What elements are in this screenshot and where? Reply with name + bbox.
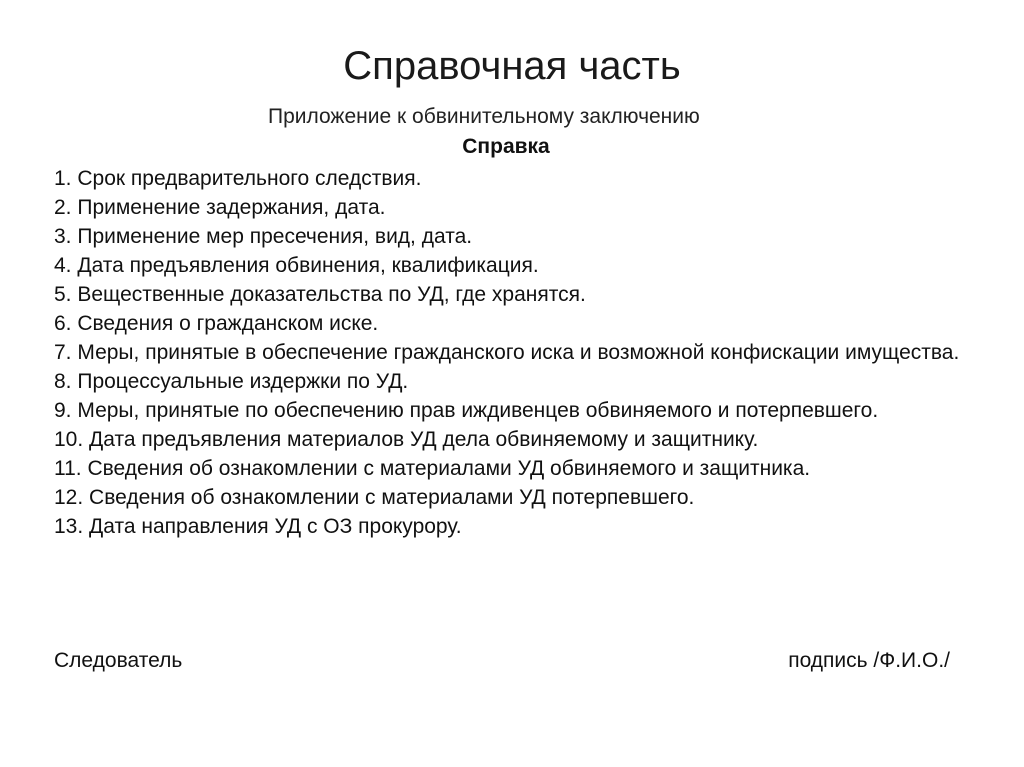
- list-item: 1. Срок предварительного следствия.: [54, 167, 422, 190]
- reference-list: [54, 166, 974, 543]
- list-item: 5. Вещественные доказательства по УД, где хранятся.: [54, 283, 586, 306]
- subtitle: Приложение к обвинительному заключению: [268, 105, 700, 128]
- section-heading-text: Справка: [462, 135, 550, 158]
- list-item: 13. Дата направления УД с ОЗ прокурору.: [54, 515, 462, 538]
- signature-label: подпись /Ф.И.О./: [788, 649, 950, 672]
- list-item: 3. Применение мер пресечения, вид, дата.: [54, 225, 473, 248]
- page-title: Справочная часть: [343, 44, 681, 88]
- list-item: 11. Сведения об ознакомлении с материалами УД обвиняемого и защитника.: [54, 457, 811, 480]
- investigator-label: Следователь: [54, 649, 183, 672]
- list-item: 6. Сведения о гражданском иске.: [54, 312, 379, 335]
- list-item: 8. Процессуальные издержки по УД.: [54, 370, 409, 393]
- list-item: 10. Дата предъявления материалов УД дела обвиняемому и защитнику.: [54, 428, 759, 451]
- list-item: 7. Меры, принятые в обеспечение гражданского иска и возможной конфискации имущества.: [54, 341, 960, 364]
- list-item: 4. Дата предъявления обвинения, квалификация.: [54, 254, 539, 277]
- list-item: 9. Меры, принятые по обеспечению прав иждивенцев обвиняемого и потерпевшего.: [54, 399, 879, 422]
- list-item: 12. Сведения об ознакомлении с материалами УД потерпевшего.: [54, 486, 695, 509]
- section-heading: [0, 134, 1024, 160]
- list-item: 2. Применение задержания, дата.: [54, 196, 386, 219]
